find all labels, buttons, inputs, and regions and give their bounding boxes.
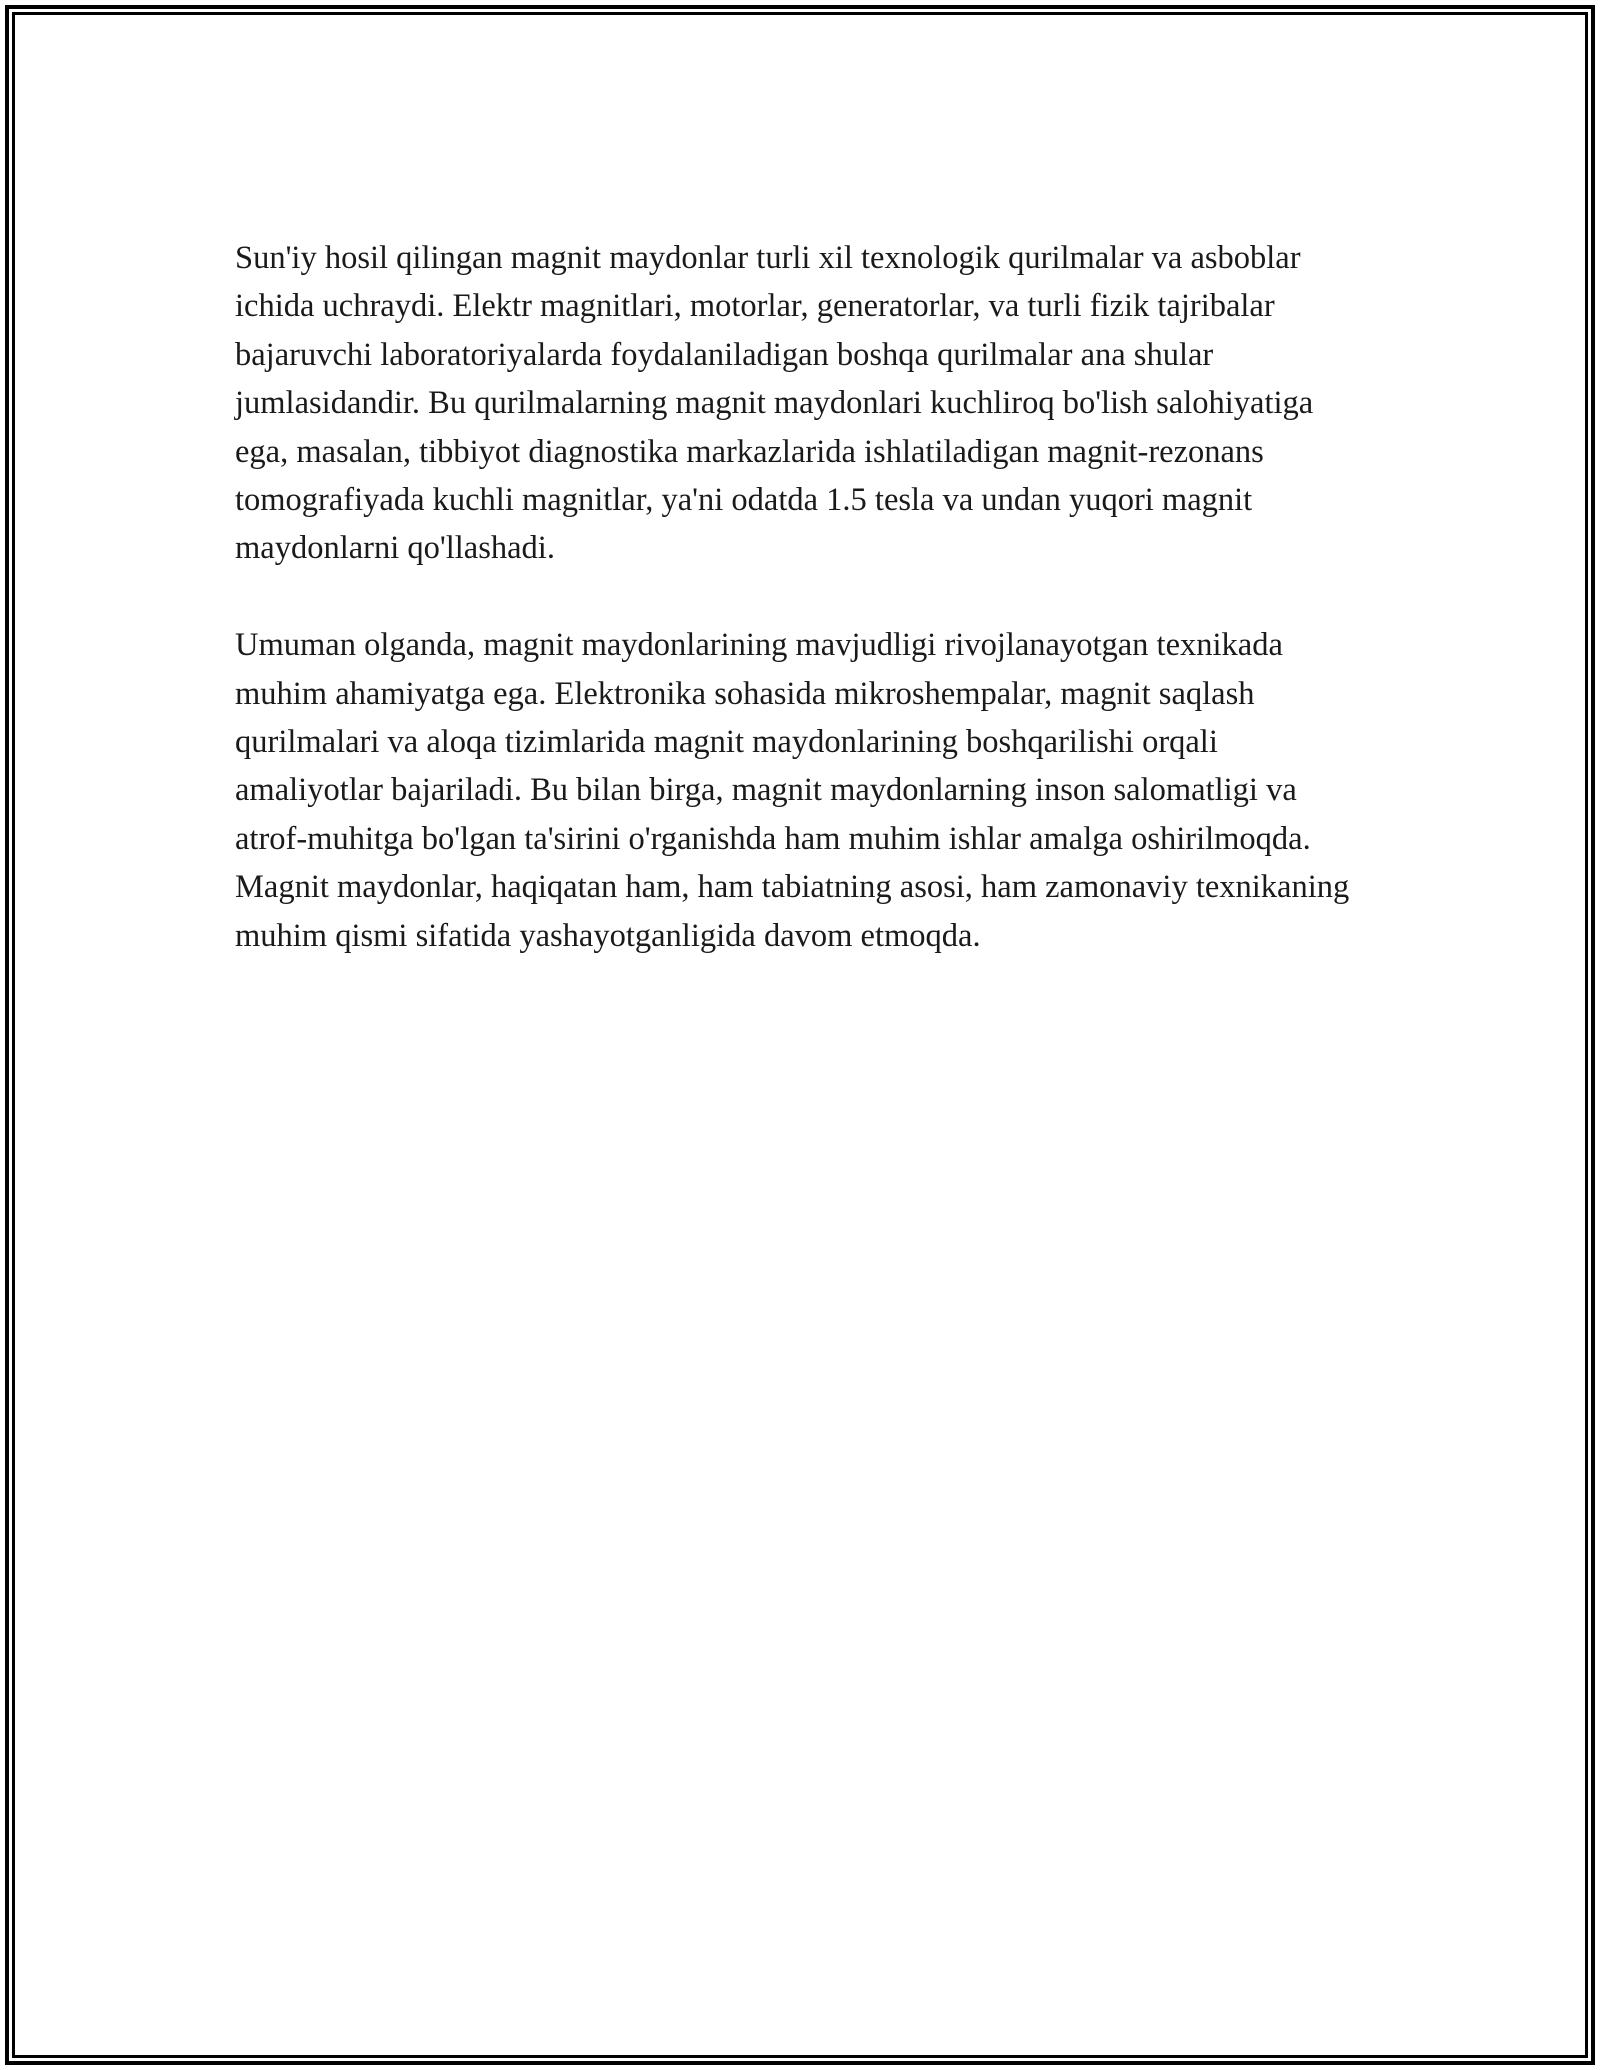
document-body: [235, 234, 1355, 960]
paragraph-1: Sun'iy hosil qilingan magnit maydonlar turli xil texnologik qurilmalar va asboblar ichida uchraydi. Elektr magnitlari, motorlar, generatorlar, va turli fizik tajribalar bajaruvchi laboratoriyalarda foydalaniladigan boshqa qurilmalar ana shular jumlasidandir. Bu qurilmalarning magnit maydonlari kuchliroq bo'lish salohiyatiga ega, masalan, tibbiyot diagnostika markazlarida ishlatiladigan magnit-rezonans tomografiyada kuchli magnitlar, ya'ni odatda 1.5 tesla va undan yuqori magnit maydonlarni qo'llashadi.: [235, 240, 1314, 567]
paragraph-2: Umuman olganda, magnit maydonlarining mavjudligi rivojlanayotgan texnikada muhim ahamiyatga ega. Elektronika sohasida mikroshempalar, magnit saqlash qurilmalari va aloqa tizimlarida magnit maydonlarining boshqarilishi orqali amaliyotlar bajariladi. Bu bilan birga, magnit maydonlarning inson salomatligi va atrof-muhitga bo'lgan ta'sirini o'rganishda ham muhim ishlar amalga oshirilmoqda. Magnit maydonlar, haqiqatan ham, ham tabiatning asosi, ham zamonaviy texnikaning muhim qismi sifatida yashayotganligida davom etmoqda.: [235, 627, 1350, 954]
